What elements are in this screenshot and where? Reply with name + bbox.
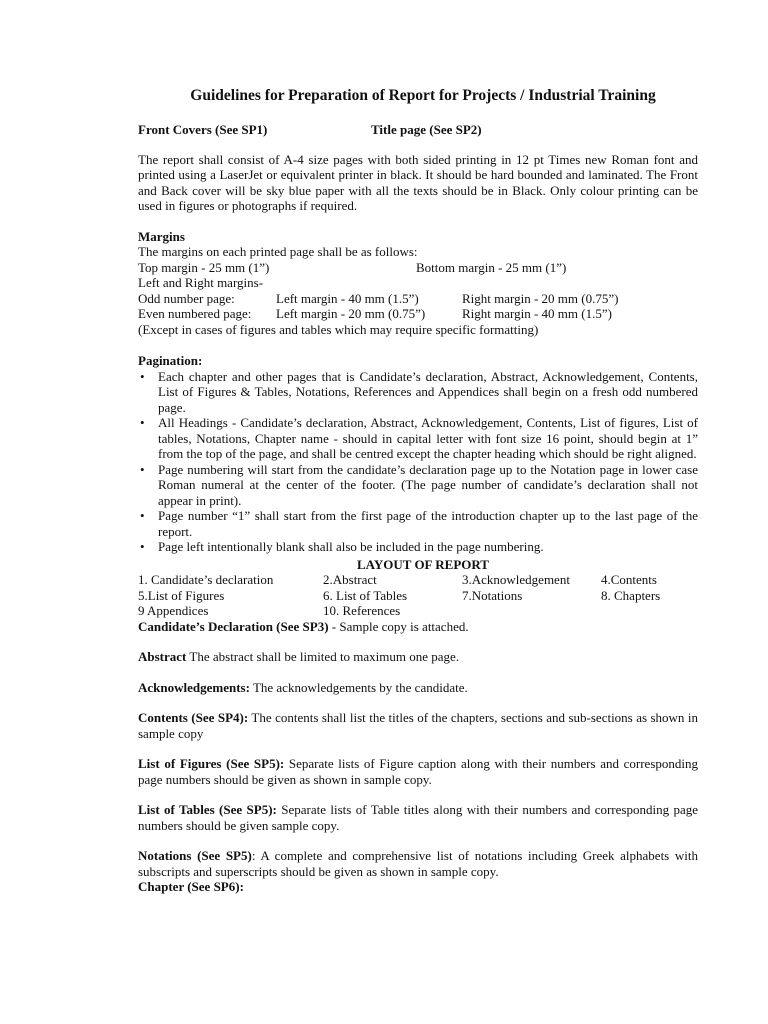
layout-grid <box>138 572 698 619</box>
declaration-label: Candidate’s Declaration (See SP3) <box>138 618 329 634</box>
layout-item: 5.List of Figures <box>138 587 225 603</box>
margins-section <box>138 229 698 338</box>
pagination-list <box>138 369 698 555</box>
intro-paragraph: The report shall consist of A-4 size pages with both sided printing in 12 pt Times new Roman font and printed using a LaserJet or equivalent printer in black. It should be hard bounded and laminated. The Front and Back cover will be sky blue paper with all the texts should be in Black. Only colour printing can be used in figures or photographs if required. <box>138 151 698 213</box>
pagination-item: • Page number “1” shall start from the first page of the introduction chapter up to the last page of the report. <box>138 508 698 539</box>
layout-section <box>138 557 698 619</box>
layout-item: 1. Candidate’s declaration <box>138 572 274 587</box>
contents-label: Contents (See SP4): <box>138 710 249 725</box>
layout-item: 3.Acknowledgement <box>462 572 570 587</box>
contents-paragraph <box>138 710 698 741</box>
acknowledgements-label: Acknowledgements: <box>138 679 250 695</box>
layout-item: 2.Abstract <box>323 572 377 587</box>
layout-item: 9 Appendices <box>138 603 209 618</box>
list-of-figures-label: List of Figures (See SP5): <box>138 756 285 771</box>
list-of-figures-text: Separate lists of Figure caption along with their numbers and corresponding page numbers should be given as shown in sample copy. <box>138 756 698 787</box>
even-page-label: Even numbered page: <box>138 306 252 321</box>
abstract-text: The abstract shall be limited to maximum one page. <box>186 649 460 664</box>
bottom-margin: Bottom margin - 25 mm (1”) <box>416 259 567 275</box>
odd-left-margin: Left margin - 40 mm (1.5”) <box>276 290 419 306</box>
list-of-figures-paragraph <box>138 756 698 787</box>
pagination-heading: Pagination: <box>138 353 203 368</box>
layout-item: 8. Chapters <box>601 587 661 603</box>
notations-paragraph <box>138 848 698 879</box>
pagination-item: • Page left intentionally blank shall also be included in the page numbering. <box>138 539 698 555</box>
title-page-heading: Title page (See SP2) <box>371 122 482 137</box>
layout-heading: LAYOUT OF REPORT <box>357 556 489 572</box>
even-page-margins-row <box>138 306 698 322</box>
left-right-margins-label: Left and Right margins- <box>138 275 264 290</box>
covers-row <box>138 122 698 138</box>
margins-note: (Except in cases of figures and tables which may require specific formatting) <box>138 321 539 337</box>
declaration-paragraph <box>138 619 698 635</box>
margins-intro: The margins on each printed page shall be as follows: <box>138 244 418 259</box>
contents-text: The contents shall list the titles of the chapters, sections and sub-sections as shown in sample copy <box>138 710 698 741</box>
even-right-margin: Right margin - 40 mm (1.5”) <box>462 306 612 321</box>
layout-item: 10. References <box>323 603 401 618</box>
margins-heading: Margins <box>138 228 185 244</box>
document-title: Guidelines for Preparation of Report for Projects / Industrial Training <box>190 87 656 104</box>
pagination-section <box>138 353 698 555</box>
layout-item: 4.Contents <box>601 572 657 587</box>
pagination-item: • Page numbering will start from the candidate’s declaration page up to the Notation page in lower case Roman numeral at the center of the footer. (The page number of candidate’s declaration shall not appear in print). <box>138 462 698 509</box>
front-covers-heading: Front Covers (See SP1) <box>138 122 268 137</box>
pagination-item: • All Headings - Candidate’s declaration, Abstract, Acknowledgement, Contents, List of figures, List of tables, Notations, Chapter name - should in capital letter with font size 16 point, should begin at 1” from the top of the page, and shall be centred except the chapter heading which should be right aligned. <box>138 415 698 462</box>
notations-label: Notations (See SP5) <box>138 848 252 863</box>
abstract-paragraph <box>138 649 698 665</box>
odd-page-margins-row <box>138 291 698 307</box>
declaration-text: - Sample copy is attached. <box>328 618 469 634</box>
list-of-tables-text: Separate lists of Table titles along with their numbers and corresponding page numbers should be given sample copy. <box>138 802 698 833</box>
acknowledgements-paragraph <box>138 680 698 696</box>
layout-item: 6. List of Tables <box>323 587 408 603</box>
abstract-label: Abstract <box>138 649 187 664</box>
top-margin: Top margin - 25 mm (1”) <box>138 259 270 275</box>
odd-right-margin: Right margin - 20 mm (0.75”) <box>462 290 619 306</box>
notations-text: : A complete and comprehensive list of notations including Greek alphabets with subscripts and superscripts should be given as shown in sample copy. <box>138 848 698 879</box>
chapter-heading: Chapter (See SP6): <box>138 879 244 894</box>
acknowledgements-text: The acknowledgements by the candidate. <box>249 679 468 695</box>
top-bottom-margins-row <box>138 260 698 276</box>
pagination-item: • Each chapter and other pages that is Candidate’s declaration, Abstract, Acknowledgement, Contents, List of Figures & Tables, Notations, References and Appendices shall begin on a fresh odd numbered page. <box>138 369 698 416</box>
odd-page-label: Odd number page: <box>138 290 235 306</box>
list-of-tables-paragraph <box>138 802 698 833</box>
layout-item: 7.Notations <box>462 587 523 603</box>
even-left-margin: Left margin - 20 mm (0.75”) <box>276 306 426 321</box>
document-page <box>138 86 698 895</box>
list-of-tables-label: List of Tables (See SP5): <box>138 802 277 817</box>
